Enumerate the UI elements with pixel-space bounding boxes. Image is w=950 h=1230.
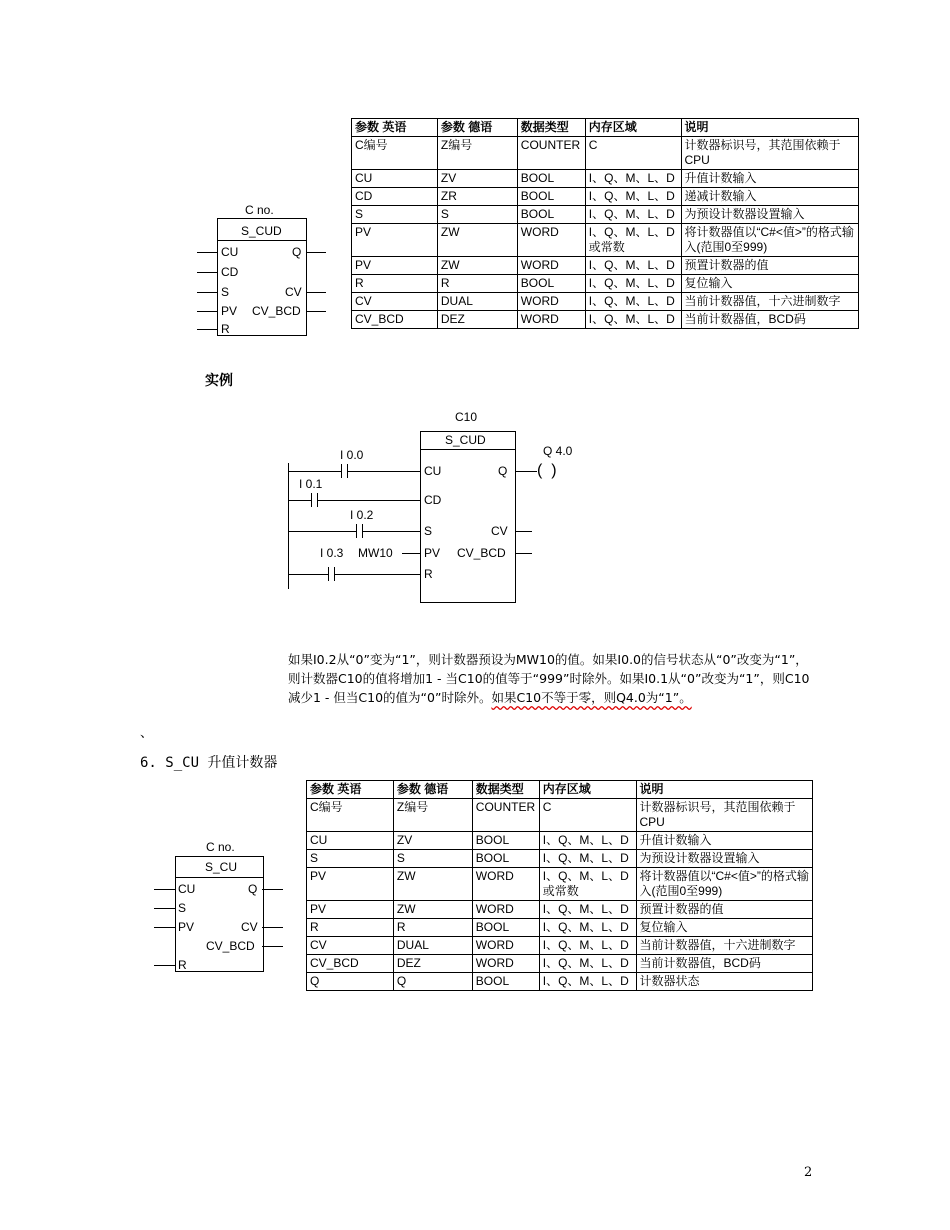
table-cell: ZW — [437, 257, 517, 275]
pin-cv-bcd: CV_BCD — [252, 304, 301, 318]
table-cell: Z编号 — [437, 137, 517, 170]
table-cell: BOOL — [517, 188, 585, 206]
table-cell: WORD — [472, 868, 539, 901]
table-row — [352, 275, 859, 293]
table-cell: DEZ — [393, 955, 472, 973]
pin-q: Q — [292, 245, 302, 259]
table-cell: I、Q、M、L、D — [585, 275, 681, 293]
pin-s: S — [221, 285, 230, 299]
table-cell: 将计数器值以“C#<值>”的格式输入(范围0至999) — [636, 868, 813, 901]
table-cell: 升值计数输入 — [681, 170, 858, 188]
table-cell: BOOL — [472, 919, 539, 937]
table-cell: BOOL — [517, 170, 585, 188]
example-pin-cv-bcd: CV_BCD — [457, 546, 506, 560]
table-row — [352, 311, 859, 329]
table-row — [352, 137, 859, 170]
table-cell: CD — [352, 188, 438, 206]
mw10-label: MW10 — [358, 546, 393, 560]
table-cell: I、Q、M、L、D — [539, 955, 636, 973]
pin-r: R — [221, 322, 230, 336]
example-ladder-diagram — [285, 405, 605, 610]
table-header-row — [307, 781, 813, 799]
table-row — [307, 955, 813, 973]
table-cell: WORD — [472, 955, 539, 973]
column-header: 内存区域 — [585, 119, 681, 137]
table-row — [352, 257, 859, 275]
table-cell: I、Q、M、L、D — [585, 206, 681, 224]
table-cell: S — [307, 850, 394, 868]
block-title: S_CUD — [241, 224, 282, 238]
table-cell: R — [307, 919, 394, 937]
table-row — [352, 170, 859, 188]
table-cell: WORD — [517, 293, 585, 311]
table-cell: BOOL — [517, 206, 585, 224]
table-cell: ZW — [393, 901, 472, 919]
example-pin-pv: PV — [424, 546, 441, 560]
table-cell: 将计数器值以“C#<值>”的格式输入(范围0至999) — [681, 224, 858, 257]
s-cu-block-symbol — [150, 837, 290, 972]
example-block-box — [420, 431, 516, 603]
table-cell: DUAL — [393, 937, 472, 955]
table-cell: 为预设计数器设置输入 — [681, 206, 858, 224]
table-cell: 递减计数输入 — [681, 188, 858, 206]
table-cell: PV — [307, 901, 394, 919]
example-block-title: S_CUD — [445, 433, 486, 447]
table-cell: C编号 — [352, 137, 438, 170]
table-cell: 预置计数器的值 — [681, 257, 858, 275]
table-cell: PV — [352, 257, 438, 275]
example-pin-s: S — [424, 524, 433, 538]
block2-title: S_CU — [205, 860, 238, 874]
table-cell: 当前计数器值，十六进制数字 — [636, 937, 813, 955]
table-cell: 当前计数器值，BCD码 — [681, 311, 858, 329]
table-cell: 为预设计数器设置输入 — [636, 850, 813, 868]
example-description — [288, 650, 818, 707]
table-cell: CU — [352, 170, 438, 188]
table-cell: I、Q、M、L、D或常数 — [585, 224, 681, 257]
column-header: 内存区域 — [539, 781, 636, 799]
example-pin-cd: CD — [424, 493, 442, 507]
example-heading: 实例 — [205, 373, 233, 389]
pin-cv: CV — [285, 285, 302, 299]
table-row — [307, 973, 813, 991]
power-rail — [288, 463, 289, 589]
table-cell: ZV — [393, 832, 472, 850]
table-cell: Q — [393, 973, 472, 991]
table-row — [307, 937, 813, 955]
table-cell: 预置计数器的值 — [636, 901, 813, 919]
table-cell: 计数器状态 — [636, 973, 813, 991]
example-pin-q: Q — [498, 464, 508, 478]
contact-i00-label: I 0.0 — [340, 448, 364, 462]
table-cell: I、Q、M、L、D — [585, 188, 681, 206]
block-counter-label: C no. — [245, 203, 274, 217]
table-cell: R — [393, 919, 472, 937]
pin-cd: CD — [221, 265, 239, 279]
column-header: 说明 — [681, 119, 858, 137]
column-header: 参数 德语 — [393, 781, 472, 799]
column-header: 参数 德语 — [437, 119, 517, 137]
table-cell: PV — [352, 224, 438, 257]
table-cell: CU — [307, 832, 394, 850]
table-row — [307, 901, 813, 919]
table-cell: COUNTER — [517, 137, 585, 170]
s-cud-parameter-table — [351, 118, 859, 329]
table-cell: WORD — [472, 937, 539, 955]
table-cell: PV — [307, 868, 394, 901]
s-cu-parameter-table — [306, 780, 813, 991]
table-cell: I、Q、M、L、D — [539, 973, 636, 991]
table-header-row — [352, 119, 859, 137]
table-cell: WORD — [517, 257, 585, 275]
table-cell: R — [437, 275, 517, 293]
table-cell: I、Q、M、L、D — [585, 170, 681, 188]
table-cell: DUAL — [437, 293, 517, 311]
table-row — [307, 919, 813, 937]
table-cell: Q — [307, 973, 394, 991]
table-cell: I、Q、M、L、D — [585, 293, 681, 311]
table-cell: Z编号 — [393, 799, 472, 832]
block2-pin-r: R — [178, 958, 187, 972]
table-cell: 计数器标识号，其范围依赖于CPU — [681, 137, 858, 170]
table-cell: 复位输入 — [636, 919, 813, 937]
block2-counter-label: C no. — [206, 840, 235, 854]
pin-pv: PV — [221, 304, 238, 318]
output-q40-label: Q 4.0 — [543, 444, 573, 458]
table-cell: S — [393, 850, 472, 868]
block2-pin-s: S — [178, 901, 187, 915]
column-header: 数据类型 — [517, 119, 585, 137]
table-cell: CV_BCD — [307, 955, 394, 973]
table-cell: 升值计数输入 — [636, 832, 813, 850]
example-description-underlined: 如果C10不等于零，则Q4.0为“1”。 — [491, 690, 692, 705]
block2-pin-cv-bcd: CV_BCD — [206, 939, 255, 953]
output-coil: ( ) — [537, 462, 557, 479]
table-cell: WORD — [517, 224, 585, 257]
column-header: 数据类型 — [472, 781, 539, 799]
example-pin-cu: CU — [424, 464, 442, 478]
table-cell: BOOL — [472, 850, 539, 868]
table-cell: I、Q、M、L、D — [585, 257, 681, 275]
table-cell: DEZ — [437, 311, 517, 329]
table-cell: S — [437, 206, 517, 224]
table-cell: I、Q、M、L、D — [539, 901, 636, 919]
column-header: 说明 — [636, 781, 813, 799]
table-row — [307, 799, 813, 832]
table-cell: BOOL — [472, 832, 539, 850]
example-pin-r: R — [424, 567, 433, 581]
table-cell: BOOL — [517, 275, 585, 293]
table-cell: CV — [352, 293, 438, 311]
table-cell: CV — [307, 937, 394, 955]
table-cell: C — [585, 137, 681, 170]
table-cell: WORD — [517, 311, 585, 329]
page-number: 2 — [804, 1165, 813, 1180]
table-cell: BOOL — [472, 973, 539, 991]
table-cell: ZR — [437, 188, 517, 206]
block2-pin-q: Q — [248, 882, 258, 896]
table-row — [352, 206, 859, 224]
section-6-title: 6. S_CU 升值计数器 — [140, 755, 278, 771]
table-row — [352, 188, 859, 206]
block2-pin-cv: CV — [241, 920, 258, 934]
table-cell: COUNTER — [472, 799, 539, 832]
table-row — [307, 832, 813, 850]
table-cell: ZW — [437, 224, 517, 257]
counter-id-label: C10 — [455, 410, 478, 424]
table-cell: ZV — [437, 170, 517, 188]
table-cell: I、Q、M、L、D — [539, 919, 636, 937]
stray-mark: 、 — [140, 726, 154, 741]
table-row — [307, 868, 813, 901]
table-cell: I、Q、M、L、D — [585, 311, 681, 329]
column-header: 参数 英语 — [352, 119, 438, 137]
table-row — [352, 293, 859, 311]
table-cell: C — [539, 799, 636, 832]
table-cell: 复位输入 — [681, 275, 858, 293]
table-cell: R — [352, 275, 438, 293]
table-cell: C编号 — [307, 799, 394, 832]
s-cud-block-symbol — [195, 200, 335, 345]
table-cell: CV_BCD — [352, 311, 438, 329]
contact-i03-label: I 0.3 — [320, 546, 344, 560]
table-cell: I、Q、M、L、D — [539, 850, 636, 868]
example-pin-cv: CV — [491, 524, 508, 538]
table-cell: I、Q、M、L、D — [539, 832, 636, 850]
contact-i01-label: I 0.1 — [299, 477, 323, 491]
example-description-text: 如果I0.2从“0”变为“1”，则计数器预设为MW10的值。如果I0.0的信号状态从“0”改变为“1”，则计数器C10的值将增加1 - 当C10的值等于“999”时除外。如果I0.1从“0”改变为“1”，则C10减少1 - 但当C10的值为“0”时除外。 — [288, 652, 810, 705]
table-cell: I、Q、M、L、D或常数 — [539, 868, 636, 901]
block2-pin-cu: CU — [178, 882, 196, 896]
contact-i02-label: I 0.2 — [350, 508, 374, 522]
column-header: 参数 英语 — [307, 781, 394, 799]
table-cell: 当前计数器值，BCD码 — [636, 955, 813, 973]
table-cell: 计数器标识号，其范围依赖于CPU — [636, 799, 813, 832]
pin-cu: CU — [221, 245, 239, 259]
table-cell: WORD — [472, 901, 539, 919]
table-row — [352, 224, 859, 257]
table-cell: ZW — [393, 868, 472, 901]
table-row — [307, 850, 813, 868]
table-cell: S — [352, 206, 438, 224]
block2-pin-pv: PV — [178, 920, 195, 934]
table-cell: I、Q、M、L、D — [539, 937, 636, 955]
table-cell: 当前计数器值，十六进制数字 — [681, 293, 858, 311]
